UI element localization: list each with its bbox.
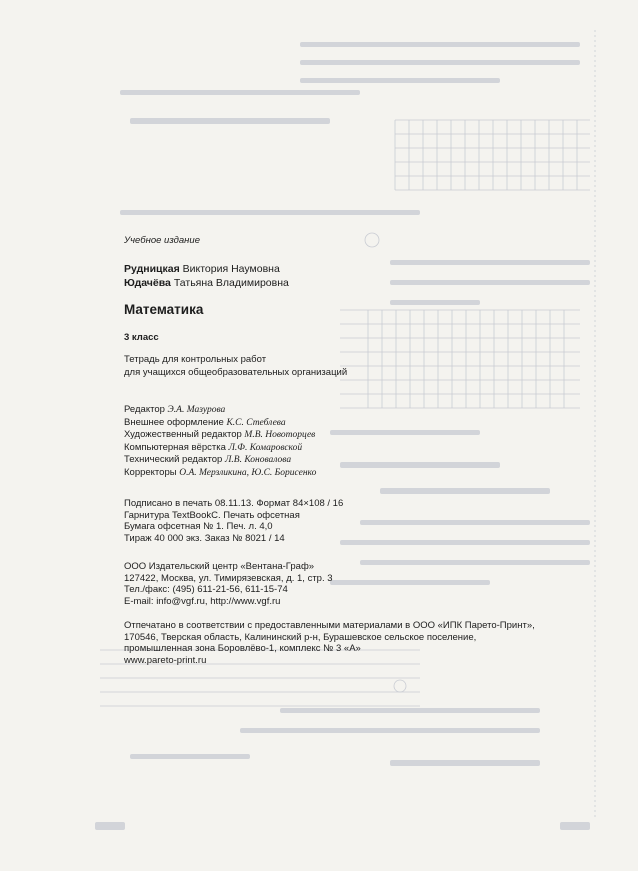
credit-cover-design bbox=[124, 417, 316, 430]
credit-person: Л.Ф. Комаровской bbox=[228, 442, 303, 453]
book-title: Математика bbox=[124, 302, 204, 317]
credit-role: Художественный редактор bbox=[124, 429, 242, 441]
authors bbox=[124, 262, 289, 290]
credit-role: Внешнее оформление bbox=[124, 416, 224, 428]
bleed-circle bbox=[394, 680, 406, 692]
printer-info bbox=[124, 620, 535, 666]
credit-role: Технический редактор bbox=[124, 454, 223, 466]
printer-line: 170546, Тверская область, Калининский р-н, Бурашевское сельское поселение, bbox=[124, 631, 477, 643]
credit-role: Корректоры bbox=[124, 466, 177, 478]
credit-person: М.В. Новоторцев bbox=[244, 430, 316, 441]
bleed-grid-top bbox=[395, 120, 590, 190]
grade-label: 3 класс bbox=[124, 332, 159, 343]
book-subtitle bbox=[124, 353, 347, 379]
author-1 bbox=[124, 262, 289, 276]
credit-person: Л.В. Коновалова bbox=[224, 455, 292, 466]
credit-proofreaders bbox=[124, 467, 316, 480]
subtitle-line: Тетрадь для контрольных работ bbox=[124, 354, 267, 365]
printer-line: Отпечатано в соответствии с предоставленными материалами в ООО «ИПК Парето-Принт», bbox=[124, 620, 535, 631]
credit-person: Э.А. Мазурова bbox=[167, 405, 226, 415]
printer-website: www.pareto-print.ru bbox=[124, 654, 207, 666]
publisher-address: 127422, Москва, ул. Тимирязевская, д. 1, стр. 3 bbox=[124, 572, 333, 584]
credit-art-editor bbox=[124, 429, 316, 442]
bleed-circle-2 bbox=[365, 233, 379, 247]
printer-line: промышленная зона Боровлёво-1, комплекс № 3 «А» bbox=[124, 643, 361, 655]
staff-credits bbox=[124, 404, 316, 480]
edition-type: Учебное издание bbox=[124, 235, 200, 246]
author-name: Татьяна Владимировна bbox=[173, 277, 289, 289]
publisher-name: ООО Издательский центр «Вентана-Граф» bbox=[124, 561, 315, 572]
print-info-line: Тираж 40 000 экз. Заказ № 8021 / 14 bbox=[124, 532, 285, 544]
author-name: Виктория Наумовна bbox=[182, 263, 280, 275]
credit-layout bbox=[124, 442, 316, 455]
print-info bbox=[124, 498, 343, 544]
credit-tech-editor bbox=[124, 454, 316, 467]
publisher-phone: Тел./факс: (495) 611-21-56, 611-15-74 bbox=[124, 584, 288, 596]
publisher-info bbox=[124, 561, 333, 607]
print-info-line: Бумага офсетная № 1. Печ. л. 4,0 bbox=[124, 521, 273, 533]
credit-person: К.С. Стеблева bbox=[226, 417, 286, 428]
subtitle-line: для учащихся общеобразовательных организаций bbox=[124, 367, 348, 378]
author-surname: Рудницкая bbox=[124, 263, 180, 275]
publisher-contacts: E-mail: info@vgf.ru, http://www.vgf.ru bbox=[124, 595, 281, 607]
bleed-grid-middle bbox=[340, 310, 580, 408]
credit-person: О.А. Мерзликина, Ю.С. Борисенко bbox=[179, 467, 317, 478]
credit-editor bbox=[124, 404, 316, 417]
print-info-line: Подписано в печать 08.11.13. Формат 84×108 / 16 bbox=[124, 498, 344, 509]
print-info-line: Гарнитура TextBookC. Печать офсетная bbox=[124, 509, 300, 521]
author-surname: Юдачёва bbox=[124, 277, 171, 289]
credit-role: Компьютерная вёрстка bbox=[124, 441, 226, 453]
credit-role: Редактор bbox=[124, 404, 165, 415]
author-2 bbox=[124, 276, 289, 290]
